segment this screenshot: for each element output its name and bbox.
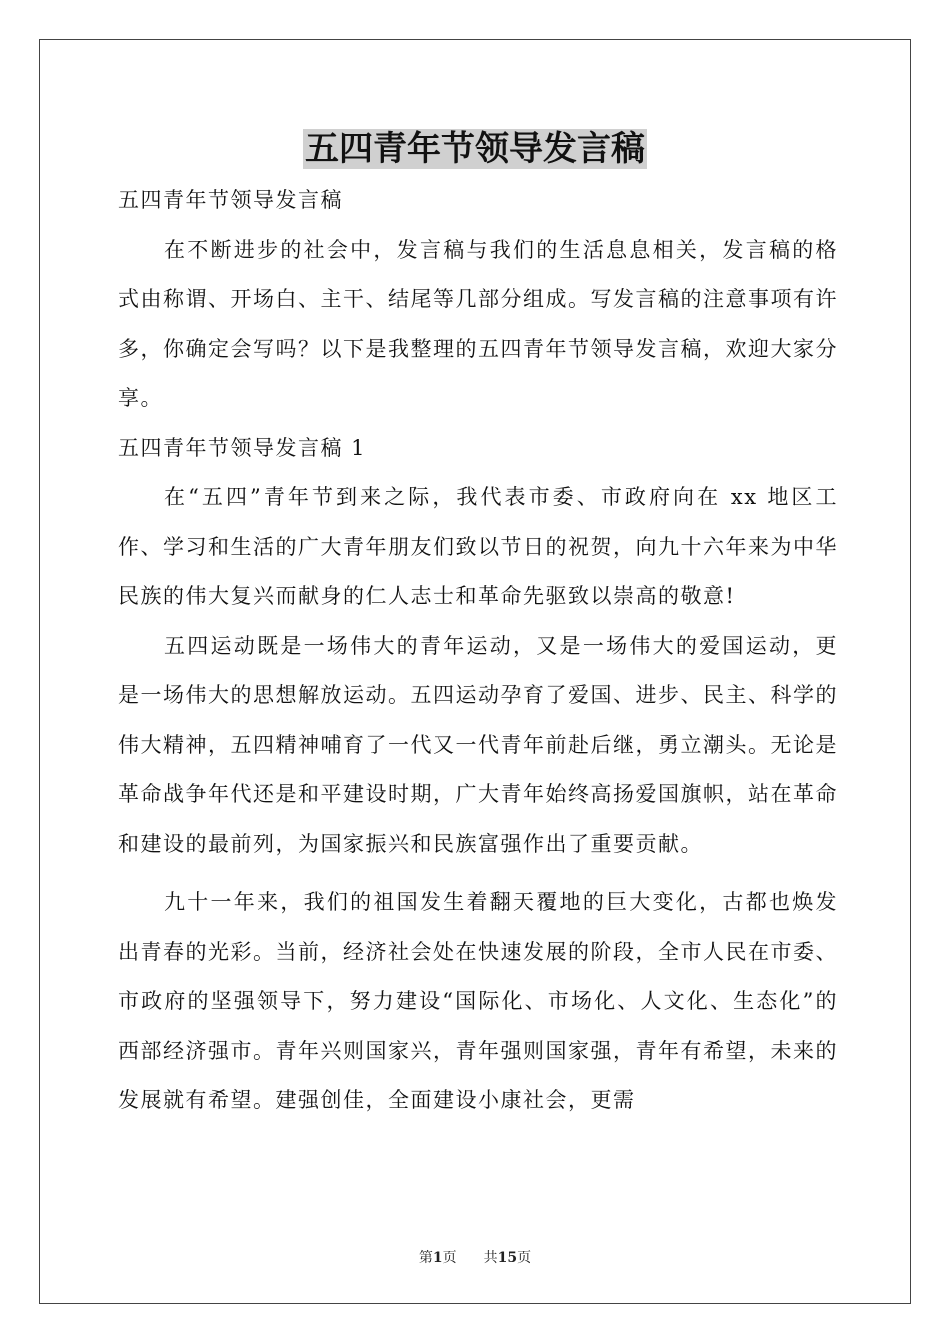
paragraph: 在“五四”青年节到来之际，我代表市委、市政府向在 xx 地区工作、学习和生活的广大青年朋友们致以节日的祝贺，向九十六年来为中华民族的伟大复兴而献身的仁人志士和革命先驱致以崇高的敬意! [118,485,838,608]
document-title [0,127,950,171]
section-heading: 五四青年节领导发言稿 [118,188,343,212]
page-label-suffix: 页 [442,1250,457,1266]
total-label-suffix: 页 [517,1250,532,1266]
page-indicator [419,1248,457,1268]
section-heading-1: 五四青年节领导发言稿 1 [118,435,367,460]
paragraph: 五四运动既是一场伟大的青年运动，又是一场伟大的爱国运动，更是一场伟大的思想解放运动。五四运动孕育了爱国、进步、民主、科学的伟大精神，五四精神哺育了一代又一代青年前赴后继，勇立潮头。无论是革命战争年代还是和平建设时期，广大青年始终高扬爱国旗帜，站在革命和建设的最前列，为国家振兴和民族富强作出了重要贡献。 [118,633,838,856]
total-label-prefix: 共 [483,1250,498,1266]
intro-paragraph: 在不断进步的社会中，发言稿与我们的生活息息相关，发言稿的格式由称谓、开场白、主干、结尾等几部分组成。写发言稿的注意事项有许多，你确定会写吗？以下是我整理的五四青年节领导发言稿，欢迎大家分享。 [118,237,838,410]
page-label-prefix: 第 [418,1250,433,1266]
page-number: 1 [432,1250,443,1266]
paragraph: 九十一年来，我们的祖国发生着翻天覆地的巨大变化，古都也焕发出青春的光彩。当前，经济社会处在快速发展的阶段，全市人民在市委、市政府的坚强领导下，努力建设“国际化、市场化、人文化、生态化”的西部经济强市。青年兴则国家兴，青年强则国家强，青年有希望，未来的发展就有希望。建强创佳，全面建设小康社会，更需 [118,890,838,1112]
total-pages: 15 [497,1250,518,1266]
document-title-text: 五四青年节领导发言稿 [305,129,645,169]
total-pages-indicator [484,1248,531,1268]
paragraph-spacer [118,869,838,878]
page-footer [0,1248,950,1268]
document-body [118,176,838,1126]
